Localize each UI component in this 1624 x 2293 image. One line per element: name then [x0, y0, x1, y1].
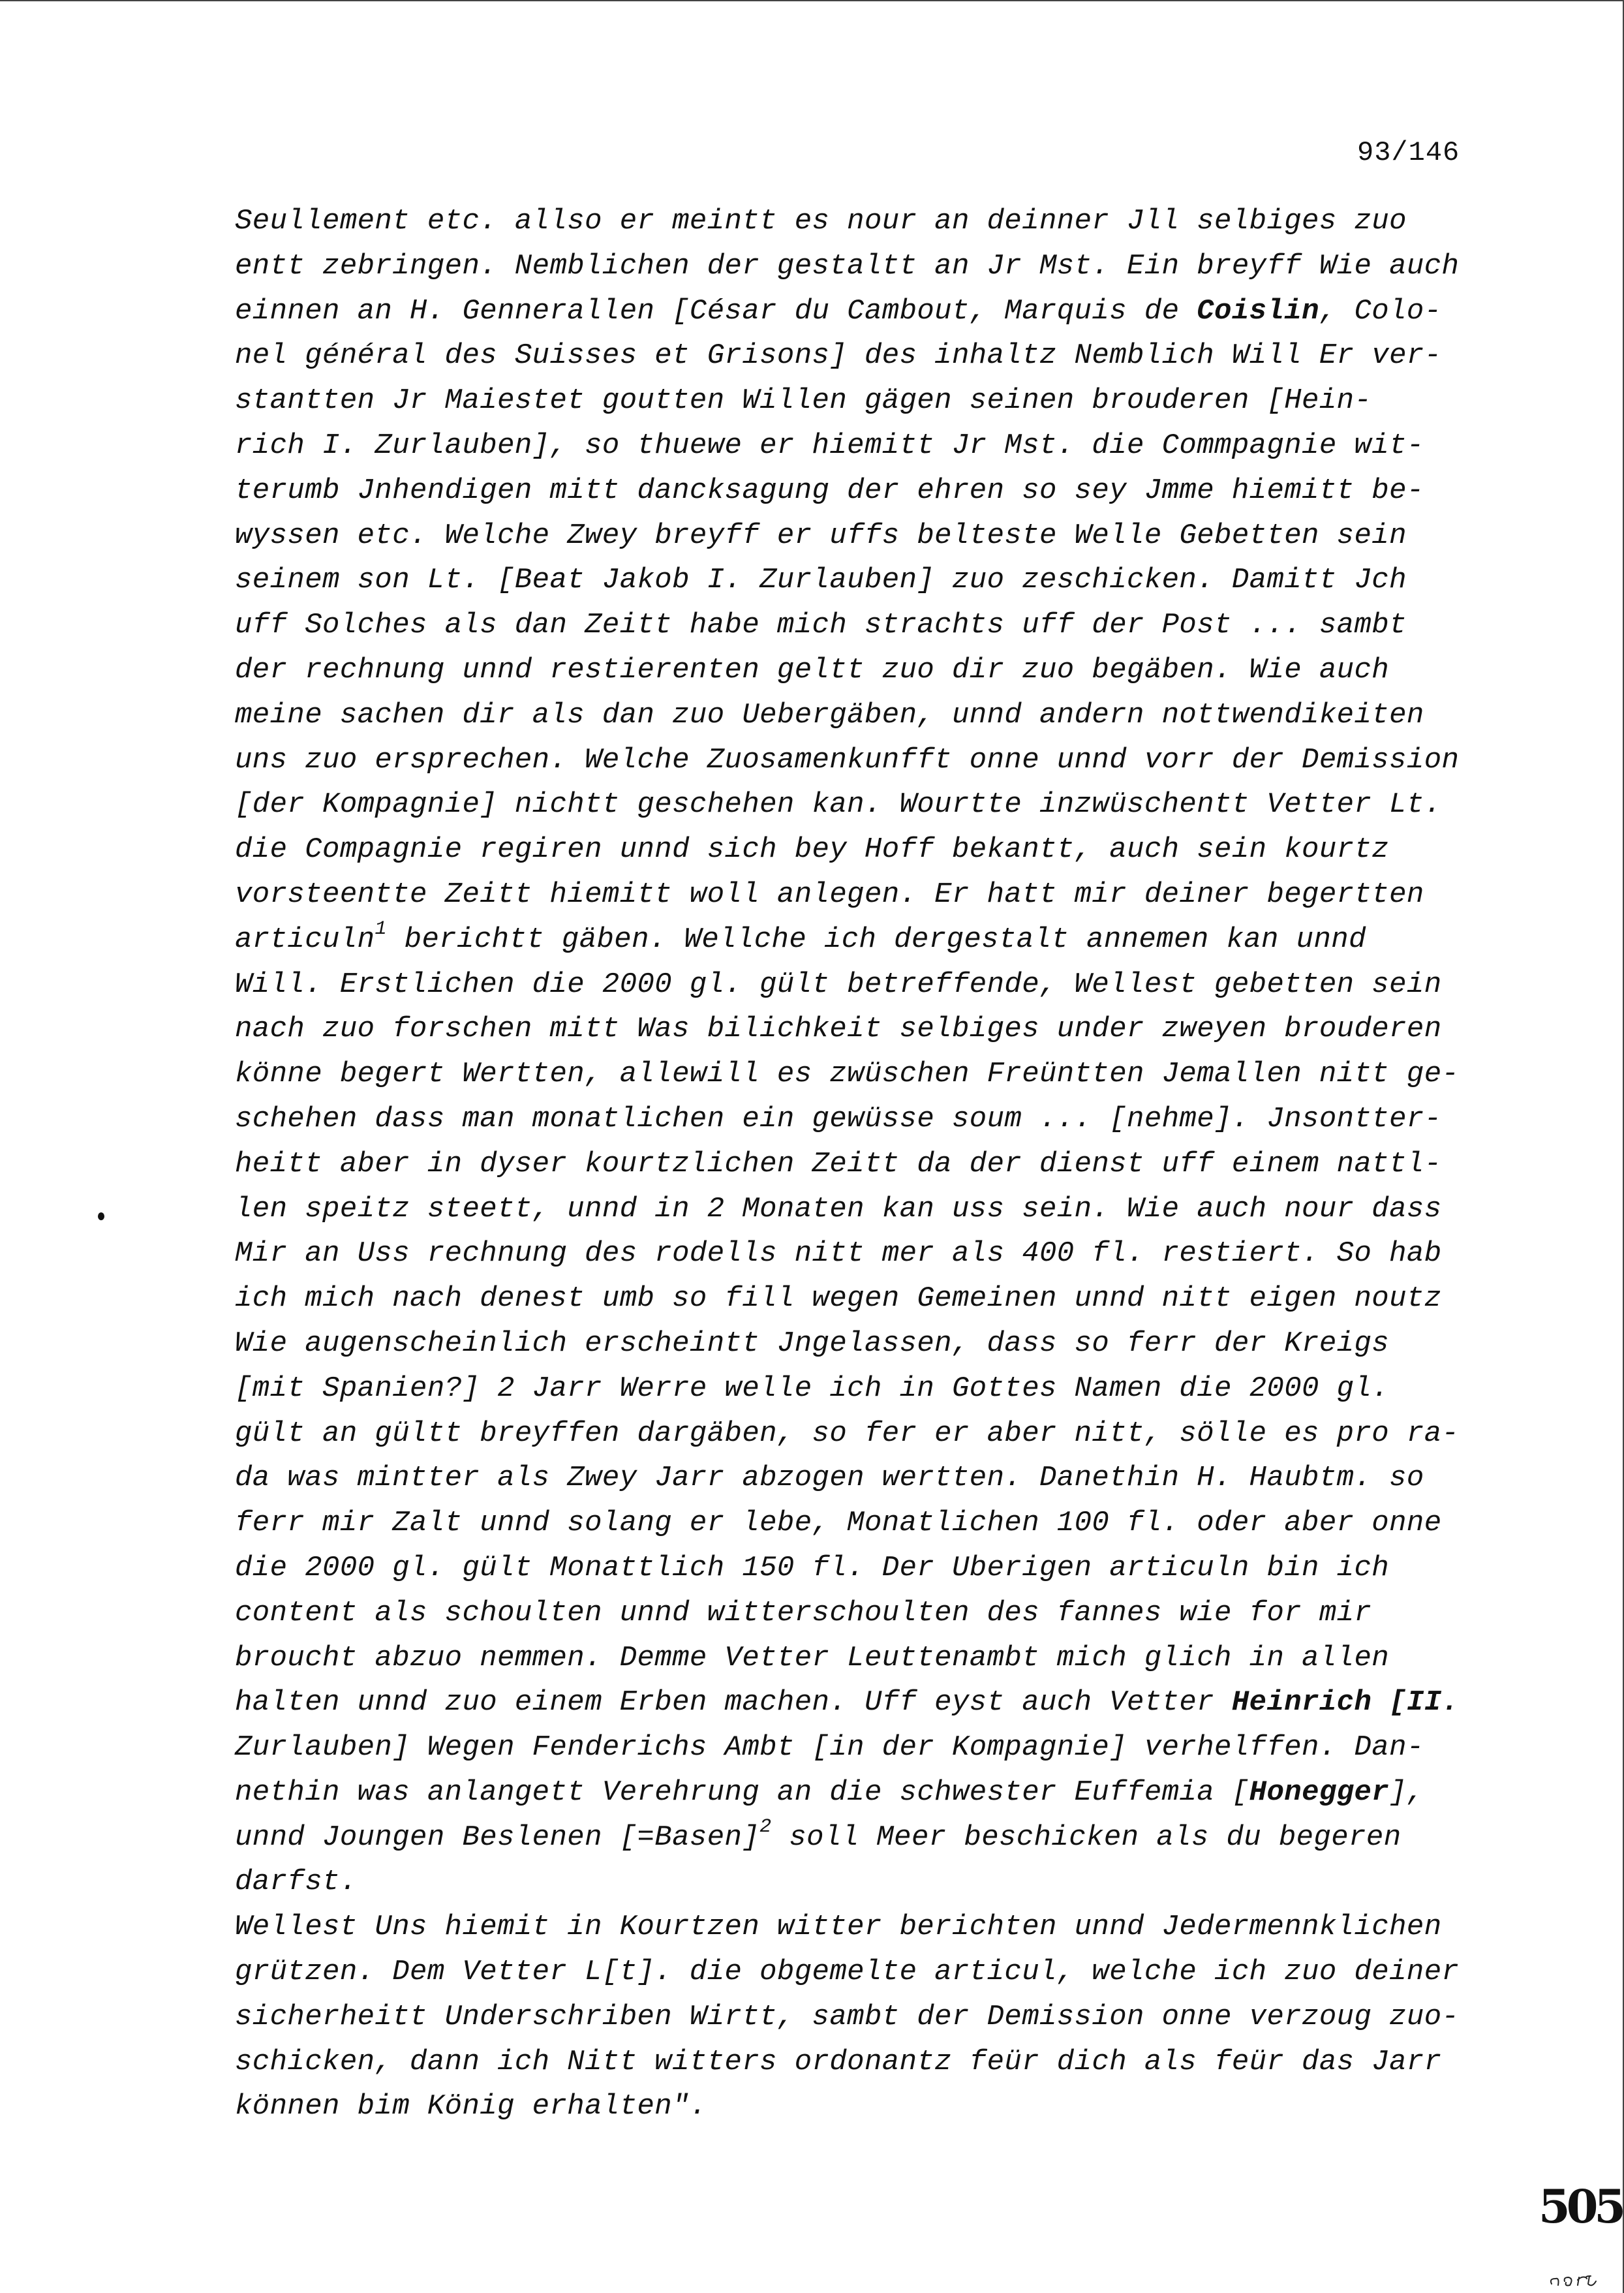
text-line — [235, 244, 1514, 289]
text-line — [235, 1815, 1514, 1860]
text-segment: unnd Joungen Beslenen [=Basen] — [235, 1821, 760, 1854]
text-line — [235, 1187, 1514, 1232]
footnote-ref: 1 — [375, 918, 387, 941]
text-segment: seinem son Lt. [Beat Jakob I. Zurlauben] zuo zeschicken. Damitt Jch — [235, 564, 1407, 597]
text-segment: berichtt gäben. Wellche ich dergestalt annemen kan unnd — [386, 923, 1366, 956]
text-line — [235, 603, 1514, 648]
bold-name: Honegger — [1249, 1776, 1390, 1809]
text-line — [235, 648, 1514, 693]
text-segment: Wie augenscheinlich erscheintt Jngelassen, dass so ferr der Kreigs — [235, 1327, 1390, 1360]
text-segment: articuln — [235, 923, 375, 956]
text-segment: uff Solches als dan Zeitt habe mich strachts uff der Post ... sambt — [235, 609, 1407, 642]
bold-name: Heinrich [II. — [1231, 1686, 1460, 1719]
bold-name: Coislin — [1197, 294, 1319, 328]
text-segment: Zurlauben] Wegen Fenderichs Ambt [in der Kompagnie] verhelffen. Dan- — [235, 1731, 1424, 1764]
text-line — [235, 1276, 1514, 1321]
text-line — [235, 872, 1514, 917]
text-segment: terumb Jnhendigen mitt dancksagung der ehren so sey Jmme hiemitt be- — [235, 474, 1424, 507]
text-segment: die 2000 gl. gült Monattlich 150 fl. Der Uberigen articuln bin ich — [235, 1551, 1390, 1584]
text-segment: uns zuo ersprechen. Welche Zuosamenkunfft onne unnd vorr der Demission — [235, 743, 1460, 777]
text-line — [235, 1725, 1514, 1770]
archive-stamp-number: 505 — [1539, 2179, 1623, 2234]
text-segment: [mit Spanien?] 2 Jarr Werre welle ich in Gottes Namen die 2000 gl. — [235, 1372, 1390, 1405]
text-segment: sicherheitt Underschriben Wirtt, sambt der Demission onne verzoug zuo- — [235, 2000, 1460, 2033]
text-segment: könne begert Wertten, allewill es zwüschen Freüntten Jemallen nitt ge- — [235, 1058, 1460, 1091]
text-line — [235, 199, 1514, 244]
text-segment: ich mich nach denest umb so fill wegen Gemeinen unnd nitt eigen noutz — [235, 1282, 1442, 1316]
text-line — [235, 289, 1514, 334]
handwritten-page-number — [1546, 2264, 1612, 2290]
text-segment: darfst. — [235, 1866, 358, 1899]
text-line — [235, 1411, 1514, 1456]
text-line — [235, 1097, 1514, 1142]
text-segment: vorsteentte Zeitt hiemitt woll anlegen. Er hatt mir deiner begertten — [235, 878, 1424, 911]
text-segment: der rechnung unnd restierenten geltt zuo dir zuo begäben. Wie auch — [235, 653, 1390, 686]
text-line — [235, 514, 1514, 559]
text-segment: ferr mir Zalt unnd solang er lebe, Monatlichen 100 fl. oder aber onne — [235, 1507, 1442, 1540]
letter-transcription — [235, 199, 1514, 2129]
text-segment: ], — [1389, 1776, 1424, 1809]
text-line — [235, 1860, 1514, 1905]
text-segment: [der Kompagnie] nichtt geschehen kan. Wourtte inzwüschentt Vetter Lt. — [235, 788, 1442, 822]
text-segment: meine sachen dir als dan zuo Uebergäben, unnd andern nottwendikeiten — [235, 698, 1424, 731]
text-segment: Seullement etc. allso er meintt es nour an deinner Jll selbiges zuo — [235, 205, 1407, 238]
text-segment: schehen dass man monatlichen ein gewüsse soum ... [nehme]. Jnsontter- — [235, 1102, 1442, 1135]
page-number: 93/146 — [1357, 137, 1460, 168]
text-segment: , Colo- — [1319, 294, 1442, 328]
text-segment: nel général des Suisses et Grisons] des inhaltz Nemblich Will Er ver- — [235, 339, 1442, 373]
text-segment: len speitz steett, unnd in 2 Monaten kan uss sein. Wie auch nour dass — [235, 1192, 1442, 1225]
text-segment: einnen an H. Gennerallen [César du Cambout, Marquis de — [235, 294, 1197, 328]
text-line — [235, 1770, 1514, 1815]
text-line — [235, 1636, 1514, 1681]
text-segment: nach zuo forschen mitt Was bilichkeit selbiges under zweyen brouderen — [235, 1013, 1442, 1046]
text-line — [235, 333, 1514, 378]
text-line — [235, 1995, 1514, 2040]
text-segment: nethin was anlangett Verehrung an die schwester Euffemia [ — [235, 1776, 1249, 1809]
text-segment: gült an gültt breyffen dargäben, so fer er aber nitt, sölle es pro ra- — [235, 1417, 1460, 1450]
text-segment: können bim König erhalten". — [235, 2090, 707, 2123]
text-line — [235, 1501, 1514, 1546]
text-line — [235, 1231, 1514, 1276]
text-line — [235, 962, 1514, 1008]
text-segment: da was mintter als Zwey Jarr abzogen wertten. Danethin H. Haubtm. so — [235, 1462, 1424, 1495]
text-segment: Will. Erstlichen die 2000 gl. gült betreffende, Wellest gebetten sein — [235, 968, 1442, 1001]
text-line — [235, 1546, 1514, 1591]
text-segment: stantten Jr Maiestet goutten Willen gägen seinen brouderen [Hein- — [235, 384, 1372, 418]
text-line — [235, 469, 1514, 514]
text-line — [235, 738, 1514, 783]
text-segment: halten unnd zuo einem Erben machen. Uff eyst auch Vetter — [235, 1686, 1232, 1719]
margin-mark — [98, 1212, 104, 1220]
text-line — [235, 423, 1514, 469]
text-segment: heitt aber in dyser kourtzlichen Zeitt da der dienst uff einem nattl- — [235, 1147, 1442, 1180]
text-line — [235, 1366, 1514, 1411]
text-line — [235, 693, 1514, 738]
text-line — [235, 1680, 1514, 1725]
text-line — [235, 782, 1514, 827]
text-line — [235, 2084, 1514, 2129]
text-line — [235, 2040, 1514, 2085]
text-segment: die Compagnie regiren unnd sich bey Hoff bekantt, auch sein kourtz — [235, 833, 1390, 867]
text-line — [235, 558, 1514, 603]
text-segment: entt zebringen. Nemblichen der gestaltt an Jr Mst. Ein breyff Wie auch — [235, 249, 1460, 283]
text-segment: broucht abzuo nemmen. Demme Vetter Leuttenambt mich glich in allen — [235, 1641, 1390, 1674]
text-line — [235, 917, 1514, 962]
footnote-ref: 2 — [759, 1816, 772, 1839]
text-line — [235, 378, 1514, 423]
text-segment: content als schoulten unnd witterschoulten des fannes wie for mir — [235, 1596, 1372, 1629]
text-line — [235, 1950, 1514, 1995]
text-segment: soll Meer beschicken als du begeren — [771, 1821, 1402, 1854]
text-line — [235, 1321, 1514, 1366]
text-segment: grützen. Dem Vetter L[t]. die obgemelte articul, welche ich zuo deiner — [235, 1956, 1460, 1989]
text-line — [235, 1456, 1514, 1501]
text-line — [235, 1142, 1514, 1187]
text-line — [235, 1905, 1514, 1950]
text-segment: Mir an Uss rechnung des rodells nitt mer als 400 fl. restiert. So hab — [235, 1237, 1442, 1270]
text-segment: Wellest Uns hiemit in Kourtzen witter berichten unnd Jedermennklichen — [235, 1911, 1442, 1944]
text-line — [235, 827, 1514, 872]
text-line — [235, 1007, 1514, 1052]
text-segment: schicken, dann ich Nitt witters ordonantz feür dich als feür das Jarr — [235, 2045, 1442, 2078]
text-segment: wyssen etc. Welche Zwey breyff er uffs belteste Welle Gebetten sein — [235, 519, 1407, 552]
text-line — [235, 1591, 1514, 1636]
text-segment: rich I. Zurlauben], so thuewe er hiemitt Jr Mst. die Commpagnie wit- — [235, 429, 1424, 462]
text-line — [235, 1052, 1514, 1097]
